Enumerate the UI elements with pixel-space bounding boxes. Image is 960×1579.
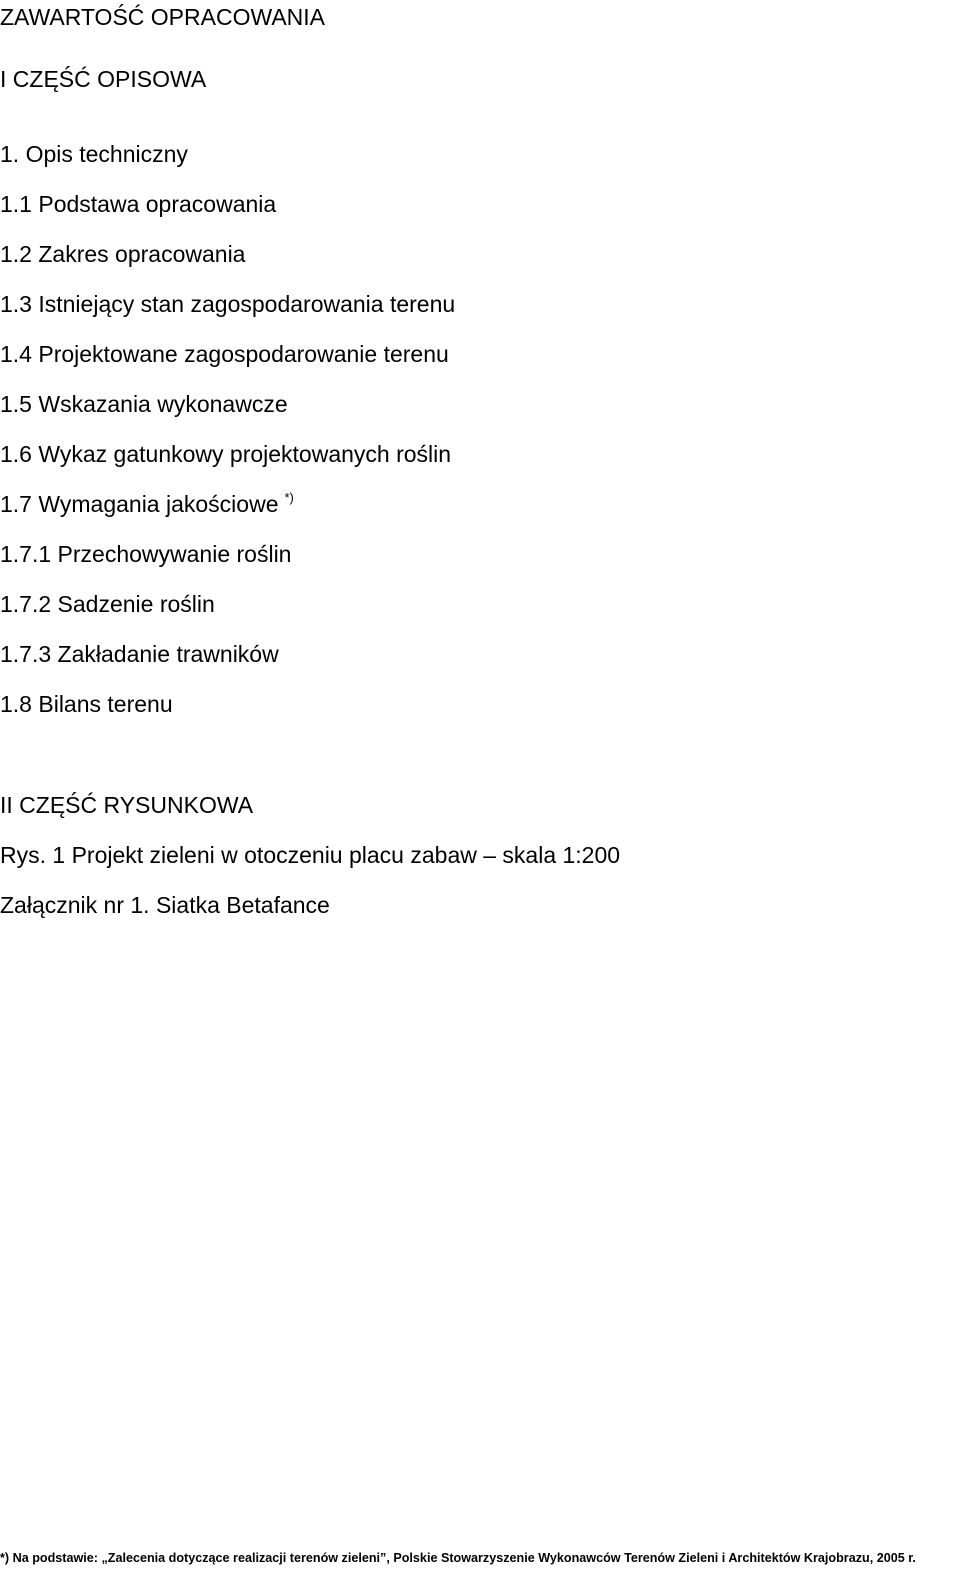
toc-item-1-7 <box>0 489 294 519</box>
toc-item-1-3: 1.3 Istniejący stan zagospodarowania terenu <box>0 291 456 317</box>
toc-item-1-1: 1.1 Podstawa opracowania <box>0 191 277 217</box>
footnote-marker: *) <box>284 490 294 505</box>
part2-heading: II CZĘŚĆ RYSUNKOWA <box>0 792 254 818</box>
document-title: ZAWARTOŚĆ OPRACOWANIA <box>0 4 326 30</box>
part1-heading: I CZĘŚĆ OPISOWA <box>0 66 207 92</box>
toc-item-1-7-2: 1.7.2 Sadzenie roślin <box>0 591 215 617</box>
toc-item-1-2: 1.2 Zakres opracowania <box>0 241 246 267</box>
drawing-item-1: Rys. 1 Projekt zieleni w otoczeniu placu zabaw – skala 1:200 <box>0 842 621 868</box>
toc-item-1-7-3: 1.7.3 Zakładanie trawników <box>0 641 279 667</box>
toc-item-1-7-1: 1.7.1 Przechowywanie roślin <box>0 541 292 567</box>
toc-item-1-7-text: 1.7 Wymagania jakościowe <box>0 491 279 517</box>
toc-item-1-8: 1.8 Bilans terenu <box>0 691 173 717</box>
toc-item-1: 1. Opis techniczny <box>0 141 188 167</box>
footnote: *) Na podstawie: „Zalecenia dotyczące realizacji terenów zieleni”, Polskie Stowarzyszenie Wykonawców Terenów Zieleni i Architektów Krajobrazu, 2005 r. <box>0 1551 916 1565</box>
toc-item-1-6: 1.6 Wykaz gatunkowy projektowanych roślin <box>0 441 452 467</box>
toc-item-1-5: 1.5 Wskazania wykonawcze <box>0 391 288 417</box>
attachment-item-1: Załącznik nr 1. Siatka Betafance <box>0 892 330 918</box>
toc-item-1-4: 1.4 Projektowane zagospodarowanie terenu <box>0 341 449 367</box>
